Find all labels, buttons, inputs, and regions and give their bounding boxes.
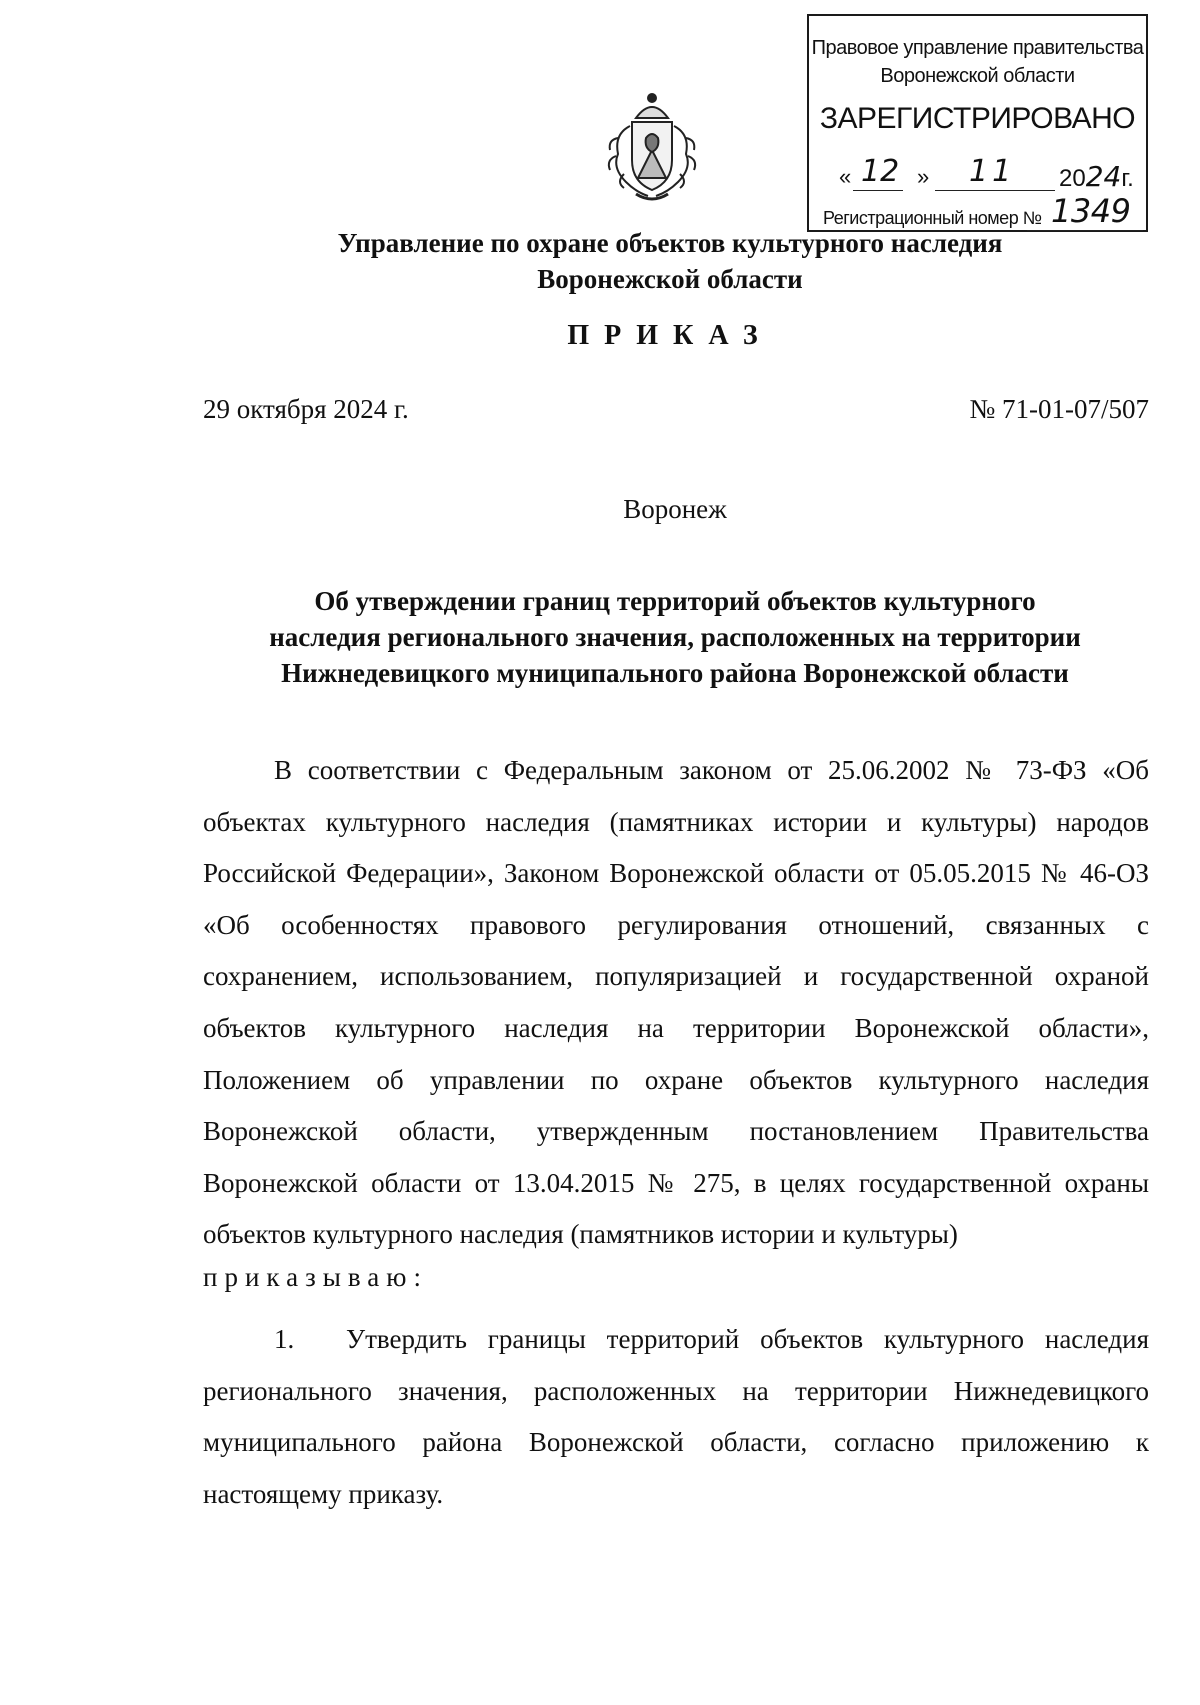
order-item-number: 1. xyxy=(274,1324,295,1354)
stamp-year xyxy=(1059,160,1134,193)
voronezh-coat-of-arms-icon xyxy=(596,90,708,205)
order-title xyxy=(245,583,1105,691)
document-date: 29 октября 2024 г. xyxy=(203,394,409,424)
stamp-office-line1: Правовое управление правительства xyxy=(811,37,1144,59)
agency-line2: Воронежской области xyxy=(537,264,803,294)
stamp-office-line2: Воронежской области xyxy=(880,65,1075,87)
title-line3: Нижнедевицкого муниципального района Воронежской области xyxy=(281,658,1069,688)
stamp-day-line xyxy=(853,190,903,191)
document-city: Воронеж xyxy=(623,494,727,524)
stamp-date xyxy=(839,154,1134,194)
registration-stamp xyxy=(807,14,1148,232)
stamp-reg-label: Регистрационный номер № xyxy=(823,208,1042,228)
stamp-month: 11 xyxy=(969,154,1016,189)
stamp-reg-number: 1349 xyxy=(1051,192,1131,230)
order-item xyxy=(203,1314,1149,1520)
stamp-month-line xyxy=(935,190,1055,191)
decree-word: приказываю: xyxy=(203,1262,428,1292)
stamp-year-prefix: 20 xyxy=(1059,165,1086,192)
title-line1: Об утверждении границ территорий объектов культурного xyxy=(314,586,1036,616)
order-item-text: Утвердить границы территорий объектов культурного наследия регионального значения, расположенных на территории Нижнедевицкого муниципального района Воронежской области, согласно приложению к настоящему приказу. xyxy=(203,1324,1149,1509)
stamp-office xyxy=(809,34,1146,90)
stamp-close-quote: » xyxy=(917,164,930,189)
stamp-open-quote: « xyxy=(839,164,852,189)
stamp-year-handwritten: 24 xyxy=(1085,160,1122,193)
stamp-status: ЗАРЕГИСТРИРОВАНО xyxy=(819,102,1136,135)
title-line2: наследия регионального значения, расположенных на территории xyxy=(269,622,1081,652)
document-type: ПРИКАЗ xyxy=(567,320,773,351)
document-number: № 71-01-07/507 xyxy=(969,394,1149,424)
stamp-day: 12 xyxy=(861,154,900,189)
issuing-agency xyxy=(0,225,1200,297)
agency-line1: Управление по охране объектов культурного наследия xyxy=(337,228,1003,258)
stamp-year-suffix: г. xyxy=(1121,165,1134,192)
preamble-paragraph: В соответствии с Федеральным законом от 25.06.2002 № 73-ФЗ «Об объектах культурного наследия (памятниках истории и культуры) народов Российской Федерации», Законом Воронежской области от 05.05.2015 № 46-ОЗ «Об особенностях правового регулирования отношений, связанных с сохранением, использованием, популяризацией и государственной охраной объектов культурного наследия на территории Воронежской области», Положением об управлении по охране объектов культурного наследия Воронежской области, утвержденным постановлением Правительства Воронежской области от 13.04.2015 № 275, в целях государственной охраны объектов культурного наследия (памятников истории и культуры) xyxy=(203,755,1149,1250)
